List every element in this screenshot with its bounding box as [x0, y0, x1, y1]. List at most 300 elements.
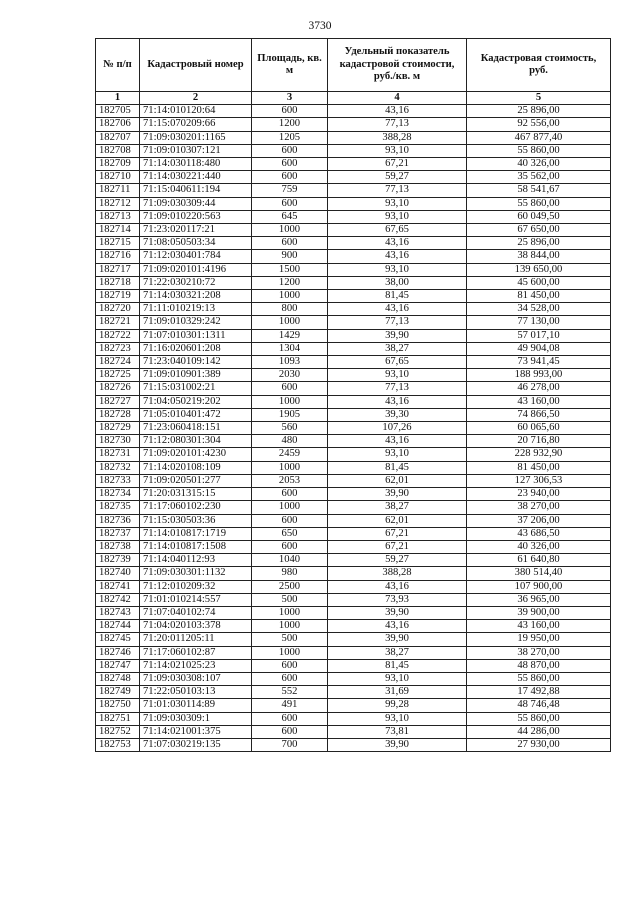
- row-number-cell: 182740: [96, 567, 140, 580]
- cadastral-number-cell: 71:14:010817:1719: [140, 527, 252, 540]
- cadastral-value-cell: 27 930,00: [467, 738, 611, 751]
- table-row: [96, 158, 611, 171]
- cadastral-number-cell: 71:14:030118:480: [140, 158, 252, 171]
- cadastral-number-cell: 71:14:020108:109: [140, 461, 252, 474]
- cadastral-value-cell: 38 270,00: [467, 501, 611, 514]
- table-row: [96, 422, 611, 435]
- area-cell: 1040: [252, 554, 328, 567]
- cadastral-value-cell: 58 541,67: [467, 184, 611, 197]
- table-row: [96, 738, 611, 751]
- table-row: [96, 461, 611, 474]
- area-cell: 600: [252, 540, 328, 553]
- unit-value-cell: 59,27: [328, 171, 467, 184]
- row-number-cell: 182749: [96, 686, 140, 699]
- area-cell: 650: [252, 527, 328, 540]
- area-cell: 2459: [252, 448, 328, 461]
- row-number-cell: 182747: [96, 659, 140, 672]
- unit-value-cell: 93,10: [328, 263, 467, 276]
- table-row: [96, 620, 611, 633]
- row-number-cell: 182745: [96, 633, 140, 646]
- table-row: [96, 342, 611, 355]
- header-unit-value: Удельный показатель кадастровой стоимости, руб./кв. м: [328, 39, 467, 92]
- cadastral-value-cell: 81 450,00: [467, 290, 611, 303]
- row-number-cell: 182736: [96, 514, 140, 527]
- unit-value-cell: 93,10: [328, 448, 467, 461]
- cadastral-number-cell: 71:20:011205:11: [140, 633, 252, 646]
- unit-value-cell: 73,93: [328, 593, 467, 606]
- cadastral-value-cell: 61 640,80: [467, 554, 611, 567]
- row-number-cell: 182722: [96, 329, 140, 342]
- cadastral-value-cell: 74 866,50: [467, 408, 611, 421]
- area-cell: 600: [252, 171, 328, 184]
- area-cell: 759: [252, 184, 328, 197]
- table-row: [96, 448, 611, 461]
- table-row: [96, 540, 611, 553]
- row-number-cell: 182714: [96, 224, 140, 237]
- unit-value-cell: 77,13: [328, 118, 467, 131]
- table-row: [96, 606, 611, 619]
- unit-value-cell: 93,10: [328, 210, 467, 223]
- unit-value-cell: 67,65: [328, 224, 467, 237]
- area-cell: 800: [252, 303, 328, 316]
- unit-value-cell: 39,30: [328, 408, 467, 421]
- unit-value-cell: 43,16: [328, 395, 467, 408]
- cadastral-number-cell: 71:09:020101:4196: [140, 263, 252, 276]
- cadastral-value-cell: 35 562,00: [467, 171, 611, 184]
- column-number: 4: [328, 92, 467, 105]
- cadastral-number-cell: 71:14:010120:64: [140, 105, 252, 118]
- unit-value-cell: 81,45: [328, 290, 467, 303]
- area-cell: 1000: [252, 646, 328, 659]
- area-cell: 1000: [252, 395, 328, 408]
- table-row: [96, 382, 611, 395]
- cadastral-number-cell: 71:15:070209:66: [140, 118, 252, 131]
- area-cell: 1500: [252, 263, 328, 276]
- row-number-cell: 182728: [96, 408, 140, 421]
- unit-value-cell: 39,90: [328, 488, 467, 501]
- cadastral-value-cell: 25 896,00: [467, 105, 611, 118]
- cadastral-number-cell: 71:15:040611:194: [140, 184, 252, 197]
- row-number-cell: 182717: [96, 263, 140, 276]
- cadastral-value-cell: 57 017,10: [467, 329, 611, 342]
- cadastral-value-cell: 81 450,00: [467, 461, 611, 474]
- row-number-cell: 182724: [96, 356, 140, 369]
- cadastral-number-cell: 71:17:060102:87: [140, 646, 252, 659]
- cadastral-number-cell: 71:15:030503:36: [140, 514, 252, 527]
- table-row: [96, 501, 611, 514]
- cadastral-number-cell: 71:05:010401:472: [140, 408, 252, 421]
- unit-value-cell: 388,28: [328, 131, 467, 144]
- header-row: [96, 39, 611, 92]
- cadastral-value-cell: 55 860,00: [467, 672, 611, 685]
- page-number: 3730: [308, 20, 332, 32]
- cadastral-number-cell: 71:14:030221:440: [140, 171, 252, 184]
- area-cell: 600: [252, 144, 328, 157]
- cadastral-value-cell: 17 492,88: [467, 686, 611, 699]
- cadastral-number-cell: 71:23:040109:142: [140, 356, 252, 369]
- cadastral-value-cell: 36 965,00: [467, 593, 611, 606]
- header-cadastral-number: Кадастровый номер: [140, 39, 252, 92]
- area-cell: 1000: [252, 224, 328, 237]
- unit-value-cell: 77,13: [328, 382, 467, 395]
- unit-value-cell: 107,26: [328, 422, 467, 435]
- area-cell: 600: [252, 382, 328, 395]
- cadastral-number-cell: 71:09:030201:1165: [140, 131, 252, 144]
- cadastral-number-cell: 71:12:010209:32: [140, 580, 252, 593]
- table-row: [96, 646, 611, 659]
- cadastral-value-cell: 34 528,00: [467, 303, 611, 316]
- area-cell: 480: [252, 435, 328, 448]
- cadastral-number-cell: 71:07:010301:1311: [140, 329, 252, 342]
- table-row: [96, 712, 611, 725]
- row-number-cell: 182750: [96, 699, 140, 712]
- unit-value-cell: 38,27: [328, 342, 467, 355]
- cadastral-value-cell: 380 514,40: [467, 567, 611, 580]
- row-number-cell: 182735: [96, 501, 140, 514]
- cadastral-value-cell: 228 932,90: [467, 448, 611, 461]
- row-number-cell: 182707: [96, 131, 140, 144]
- row-number-cell: 182723: [96, 342, 140, 355]
- cadastral-number-cell: 71:22:030210:72: [140, 276, 252, 289]
- cadastral-value-cell: 43 686,50: [467, 527, 611, 540]
- cadastral-value-cell: 19 950,00: [467, 633, 611, 646]
- cadastral-value-cell: 40 326,00: [467, 158, 611, 171]
- row-number-cell: 182742: [96, 593, 140, 606]
- unit-value-cell: 388,28: [328, 567, 467, 580]
- unit-value-cell: 43,16: [328, 250, 467, 263]
- area-cell: 1000: [252, 316, 328, 329]
- table-row: [96, 672, 611, 685]
- table-row: [96, 237, 611, 250]
- table-row: [96, 725, 611, 738]
- area-cell: 600: [252, 197, 328, 210]
- row-number-cell: 182751: [96, 712, 140, 725]
- cadastral-value-cell: 23 940,00: [467, 488, 611, 501]
- cadastral-number-cell: 71:15:031002:21: [140, 382, 252, 395]
- unit-value-cell: 67,21: [328, 527, 467, 540]
- table-row: [96, 171, 611, 184]
- row-number-cell: 182729: [96, 422, 140, 435]
- unit-value-cell: 77,13: [328, 316, 467, 329]
- unit-value-cell: 39,90: [328, 606, 467, 619]
- unit-value-cell: 77,13: [328, 184, 467, 197]
- row-number-cell: 182718: [96, 276, 140, 289]
- row-number-cell: 182741: [96, 580, 140, 593]
- cadastral-value-cell: 43 160,00: [467, 395, 611, 408]
- table-row: [96, 276, 611, 289]
- row-number-cell: 182711: [96, 184, 140, 197]
- unit-value-cell: 43,16: [328, 620, 467, 633]
- unit-value-cell: 43,16: [328, 580, 467, 593]
- unit-value-cell: 38,27: [328, 646, 467, 659]
- table-row: [96, 593, 611, 606]
- cadastral-value-cell: 67 650,00: [467, 224, 611, 237]
- cadastral-value-cell: 45 600,00: [467, 276, 611, 289]
- unit-value-cell: 99,28: [328, 699, 467, 712]
- area-cell: 600: [252, 158, 328, 171]
- cadastral-value-cell: 44 286,00: [467, 725, 611, 738]
- unit-value-cell: 93,10: [328, 369, 467, 382]
- cadastral-value-cell: 38 844,00: [467, 250, 611, 263]
- cadastral-number-cell: 71:22:050103:13: [140, 686, 252, 699]
- cadastral-number-cell: 71:14:010817:1508: [140, 540, 252, 553]
- cadastral-value-cell: 39 900,00: [467, 606, 611, 619]
- table-body: [96, 105, 611, 752]
- area-cell: 1905: [252, 408, 328, 421]
- row-number-cell: 182734: [96, 488, 140, 501]
- cadastral-value-cell: 55 860,00: [467, 197, 611, 210]
- row-number-cell: 182753: [96, 738, 140, 751]
- area-cell: 560: [252, 422, 328, 435]
- area-cell: 1429: [252, 329, 328, 342]
- table-row: [96, 527, 611, 540]
- unit-value-cell: 73,81: [328, 725, 467, 738]
- row-number-cell: 182738: [96, 540, 140, 553]
- cadastral-number-cell: 71:14:040112:93: [140, 554, 252, 567]
- cadastral-value-cell: 92 556,00: [467, 118, 611, 131]
- row-number-cell: 182713: [96, 210, 140, 223]
- area-cell: 600: [252, 514, 328, 527]
- area-cell: 1000: [252, 606, 328, 619]
- area-cell: 1200: [252, 276, 328, 289]
- cadastral-number-cell: 71:04:050219:202: [140, 395, 252, 408]
- table-row: [96, 316, 611, 329]
- row-number-cell: 182720: [96, 303, 140, 316]
- table-row: [96, 554, 611, 567]
- row-number-cell: 182726: [96, 382, 140, 395]
- unit-value-cell: 43,16: [328, 435, 467, 448]
- row-number-cell: 182715: [96, 237, 140, 250]
- unit-value-cell: 59,27: [328, 554, 467, 567]
- row-number-cell: 182743: [96, 606, 140, 619]
- table-row: [96, 197, 611, 210]
- unit-value-cell: 93,10: [328, 672, 467, 685]
- row-number-cell: 182719: [96, 290, 140, 303]
- table-row: [96, 356, 611, 369]
- table-row: [96, 329, 611, 342]
- row-number-cell: 182712: [96, 197, 140, 210]
- cadastral-value-cell: 40 326,00: [467, 540, 611, 553]
- area-cell: 500: [252, 633, 328, 646]
- row-number-cell: 182727: [96, 395, 140, 408]
- cadastral-number-cell: 71:07:040102:74: [140, 606, 252, 619]
- cadastral-value-cell: 38 270,00: [467, 646, 611, 659]
- cadastral-number-cell: 71:23:020117:21: [140, 224, 252, 237]
- unit-value-cell: 93,10: [328, 712, 467, 725]
- table-row: [96, 210, 611, 223]
- area-cell: 491: [252, 699, 328, 712]
- row-number-cell: 182748: [96, 672, 140, 685]
- table-row: [96, 303, 611, 316]
- cadastral-value-cell: 48 746,48: [467, 699, 611, 712]
- row-number-cell: 182706: [96, 118, 140, 131]
- area-cell: 1000: [252, 290, 328, 303]
- unit-value-cell: 31,69: [328, 686, 467, 699]
- area-cell: 600: [252, 488, 328, 501]
- area-cell: 500: [252, 593, 328, 606]
- table-row: [96, 184, 611, 197]
- row-number-cell: 182746: [96, 646, 140, 659]
- cadastral-value-cell: 188 993,00: [467, 369, 611, 382]
- cadastral-value-cell: 127 306,53: [467, 474, 611, 487]
- table-row: [96, 224, 611, 237]
- cadastral-number-cell: 71:12:080301:304: [140, 435, 252, 448]
- cadastral-number-cell: 71:01:010214:557: [140, 593, 252, 606]
- cadastral-value-cell: 73 941,45: [467, 356, 611, 369]
- column-number: 3: [252, 92, 328, 105]
- column-number: 5: [467, 92, 611, 105]
- unit-value-cell: 38,00: [328, 276, 467, 289]
- unit-value-cell: 39,90: [328, 633, 467, 646]
- area-cell: 1205: [252, 131, 328, 144]
- row-number-cell: 182730: [96, 435, 140, 448]
- unit-value-cell: 43,16: [328, 303, 467, 316]
- cadastral-number-cell: 71:16:020601:208: [140, 342, 252, 355]
- cadastral-number-cell: 71:11:010219:13: [140, 303, 252, 316]
- cadastral-number-cell: 71:09:030309:1: [140, 712, 252, 725]
- area-cell: 600: [252, 672, 328, 685]
- unit-value-cell: 39,90: [328, 329, 467, 342]
- table-row: [96, 290, 611, 303]
- row-number-cell: 182744: [96, 620, 140, 633]
- cadastral-value-cell: 77 130,00: [467, 316, 611, 329]
- cadastral-number-cell: 71:20:031315:15: [140, 488, 252, 501]
- cadastral-number-cell: 71:14:021025:23: [140, 659, 252, 672]
- cadastral-number-cell: 71:23:060418:151: [140, 422, 252, 435]
- cadastral-value-cell: 25 896,00: [467, 237, 611, 250]
- unit-value-cell: 39,90: [328, 738, 467, 751]
- cadastral-number-cell: 71:09:020101:4230: [140, 448, 252, 461]
- area-cell: 600: [252, 237, 328, 250]
- header-cadastral-value: Кадастровая стоимость, руб.: [467, 39, 611, 92]
- table-row: [96, 580, 611, 593]
- unit-value-cell: 93,10: [328, 144, 467, 157]
- cadastral-number-cell: 71:14:030321:208: [140, 290, 252, 303]
- cadastral-number-cell: 71:09:010901:389: [140, 369, 252, 382]
- area-cell: 1304: [252, 342, 328, 355]
- row-number-cell: 182710: [96, 171, 140, 184]
- cadastral-number-cell: 71:09:030301:1132: [140, 567, 252, 580]
- cadastral-number-cell: 71:01:030114:89: [140, 699, 252, 712]
- table-row: [96, 395, 611, 408]
- row-number-cell: 182752: [96, 725, 140, 738]
- column-number: 1: [96, 92, 140, 105]
- area-cell: 980: [252, 567, 328, 580]
- area-cell: 1000: [252, 501, 328, 514]
- table-row: [96, 250, 611, 263]
- table-row: [96, 118, 611, 131]
- column-number-row: [96, 92, 611, 105]
- table-row: [96, 514, 611, 527]
- unit-value-cell: 67,65: [328, 356, 467, 369]
- unit-value-cell: 43,16: [328, 105, 467, 118]
- cadastral-number-cell: 71:08:050503:34: [140, 237, 252, 250]
- header-row-number: № п/п: [96, 39, 140, 92]
- unit-value-cell: 67,21: [328, 158, 467, 171]
- table-row: [96, 369, 611, 382]
- row-number-cell: 182739: [96, 554, 140, 567]
- unit-value-cell: 43,16: [328, 237, 467, 250]
- cadastral-value-cell: 49 904,08: [467, 342, 611, 355]
- unit-value-cell: 81,45: [328, 461, 467, 474]
- table-row: [96, 488, 611, 501]
- table-row: [96, 699, 611, 712]
- unit-value-cell: 81,45: [328, 659, 467, 672]
- table-row: [96, 435, 611, 448]
- table-row: [96, 686, 611, 699]
- row-number-cell: 182737: [96, 527, 140, 540]
- unit-value-cell: 38,27: [328, 501, 467, 514]
- row-number-cell: 182731: [96, 448, 140, 461]
- row-number-cell: 182721: [96, 316, 140, 329]
- area-cell: 900: [252, 250, 328, 263]
- cadastral-value-table: [95, 38, 611, 752]
- unit-value-cell: 93,10: [328, 197, 467, 210]
- cadastral-number-cell: 71:04:020103:378: [140, 620, 252, 633]
- table-row: [96, 144, 611, 157]
- row-number-cell: 182705: [96, 105, 140, 118]
- cadastral-number-cell: 71:09:010220:563: [140, 210, 252, 223]
- cadastral-value-cell: 48 870,00: [467, 659, 611, 672]
- area-cell: 700: [252, 738, 328, 751]
- cadastral-value-cell: 139 650,00: [467, 263, 611, 276]
- cadastral-number-cell: 71:07:030219:135: [140, 738, 252, 751]
- cadastral-value-cell: 55 860,00: [467, 144, 611, 157]
- table-row: [96, 263, 611, 276]
- row-number-cell: 182708: [96, 144, 140, 157]
- table-row: [96, 408, 611, 421]
- cadastral-value-cell: 20 716,80: [467, 435, 611, 448]
- table-row: [96, 131, 611, 144]
- cadastral-value-cell: 43 160,00: [467, 620, 611, 633]
- row-number-cell: 182733: [96, 474, 140, 487]
- area-cell: 1000: [252, 461, 328, 474]
- table-row: [96, 474, 611, 487]
- cadastral-number-cell: 71:17:060102:230: [140, 501, 252, 514]
- cadastral-number-cell: 71:09:030308:107: [140, 672, 252, 685]
- area-cell: 600: [252, 725, 328, 738]
- header-area: Площадь, кв. м: [252, 39, 328, 92]
- area-cell: 2030: [252, 369, 328, 382]
- cadastral-value-cell: 467 877,40: [467, 131, 611, 144]
- cadastral-number-cell: 71:12:030401:784: [140, 250, 252, 263]
- area-cell: 1000: [252, 620, 328, 633]
- cadastral-number-cell: 71:09:010307:121: [140, 144, 252, 157]
- row-number-cell: 182716: [96, 250, 140, 263]
- cadastral-value-cell: 60 065,60: [467, 422, 611, 435]
- column-number: 2: [140, 92, 252, 105]
- area-cell: 1093: [252, 356, 328, 369]
- table-row: [96, 105, 611, 118]
- cadastral-value-cell: 37 206,00: [467, 514, 611, 527]
- cadastral-number-cell: 71:14:021001:375: [140, 725, 252, 738]
- cadastral-value-cell: 60 049,50: [467, 210, 611, 223]
- cadastral-value-cell: 107 900,00: [467, 580, 611, 593]
- area-cell: 600: [252, 105, 328, 118]
- area-cell: 600: [252, 659, 328, 672]
- area-cell: 2053: [252, 474, 328, 487]
- table-row: [96, 567, 611, 580]
- cadastral-value-cell: 55 860,00: [467, 712, 611, 725]
- cadastral-number-cell: 71:09:010329:242: [140, 316, 252, 329]
- area-cell: 600: [252, 712, 328, 725]
- row-number-cell: 182709: [96, 158, 140, 171]
- row-number-cell: 182732: [96, 461, 140, 474]
- unit-value-cell: 67,21: [328, 540, 467, 553]
- cadastral-value-cell: 46 278,00: [467, 382, 611, 395]
- unit-value-cell: 62,01: [328, 474, 467, 487]
- cadastral-number-cell: 71:09:030309:44: [140, 197, 252, 210]
